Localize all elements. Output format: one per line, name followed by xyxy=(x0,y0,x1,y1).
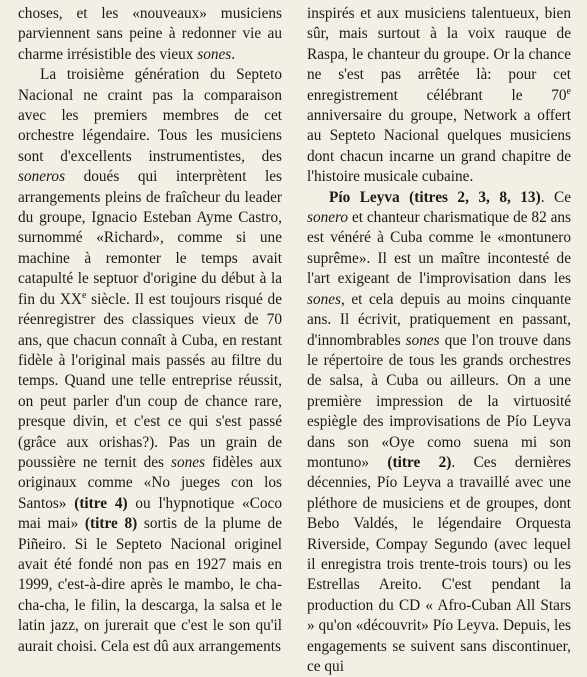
paragraph-pio-leyva xyxy=(307,188,571,677)
paragraph-continuation xyxy=(307,4,571,188)
paragraph-intro xyxy=(18,4,282,65)
paragraph-text: inspirés et aux musiciens talentueux, bien sûr, mais surtout à la voix rauque de Raspa, le chanteur du groupe. Or la chance ne s'est pas arrêtée là: pour cet enregistrement célébrant le 70 xyxy=(307,5,571,104)
italic-term: sones xyxy=(405,331,440,349)
track-reference: (titre 4) xyxy=(74,494,128,512)
italic-term: soneros xyxy=(18,168,66,186)
paragraph-third-generation xyxy=(18,65,282,657)
paragraph-text: et chanteur charismatique de 82 ans est vénéré à Cuba comme le «montunero suprême». Il est un maître incontesté de l'art exigeant de l'improvisation dans les xyxy=(307,209,571,288)
italic-term: sones xyxy=(171,453,206,471)
paragraph-text: . Ce xyxy=(540,188,571,206)
paragraph-text: . xyxy=(231,45,236,63)
left-column xyxy=(18,4,282,657)
paragraph-text: ou l'hypnotique «Coco mai mai» xyxy=(18,494,282,533)
paragraph-text: doués qui interprètent les arrangements pleins de fraîcheur du leader du groupe, Ignacio Esteban Ayme Castro, surnommé «Richard», comme si une machine à remonter le temps avait catapulté le septuor d'origine du début à la fin du XX xyxy=(18,168,282,308)
paragraph-text: sortis de la plume de Piñeiro. Si le Septeto Nacional originel avait été fondé non pas en 1927 mais en 1999, c'est-à-dire après le mambo, le cha-cha-cha, le filin, la descarga, la salsa et le latin jazz, on jurerait que c'est le son qu'il aurait choisi. Cela est dû aux arrangements xyxy=(18,515,282,655)
paragraph-text: fidèles aux originaux comme «No jueges con los Santos» xyxy=(18,453,282,512)
section-heading: Pío Leyva (titres 2, 3, 8, 13) xyxy=(329,188,541,206)
paragraph-text: que l'on trouve dans le répertoire de tous les grands orchestres de salsa, à Cuba ou ailleurs. On a une première impression de la virtuosité espiègle des improvisations de Pío Leyva dans son «Oye como suena mi son montuno» xyxy=(307,331,571,471)
superscript: e xyxy=(81,289,87,301)
superscript: e xyxy=(566,85,571,97)
paragraph-text: siècle. Il est toujours risqué de réenregistrer des classiques vieux de 70 ans, que chacun connaît à Cuba, en restant fidèle à l'original mais passés au filtre du temps. Quand une telle entreprise réussit, on peut parler d'un coup de chance rare, presque divin, et c'est ce qui s'est passé (grâce aux orishas?). Pas un grain de poussière ne ternit des xyxy=(18,290,282,471)
track-reference: (titre 2) xyxy=(387,453,452,471)
paragraph-text: La troisième génération du Septeto Nacional ne craint pas la comparaison avec les premiers membres de cet orchestre légendaire. Tous les musiciens sont d'excellents instrumentistes, des xyxy=(18,66,282,165)
paragraph-text: , et cela depuis au moins cinquante ans. Il écrivit, pratiquement en passant, d'innombrables xyxy=(307,290,571,349)
italic-term: sones xyxy=(197,45,232,63)
paragraph-text: choses, et les «nouveaux» musiciens parviennent sans peine à redonner vie au charme irrésistible des vieux xyxy=(18,5,282,63)
right-column xyxy=(307,4,571,677)
track-reference: (titre 8) xyxy=(84,515,138,533)
paragraph-text: anniversaire du groupe, Network a offert au Septeto Nacional quelques musiciens dont chacun incarne un grand chapitre de l'histoire musicale cubaine. xyxy=(307,107,571,186)
paragraph-text: . Ces dernières décennies, Pío Leyva a travaillé avec une pléthore de musiciens et de groupes, dont Bebo Valdés, le légendaire Orquesta Riverside, Compay Segundo (avec lequel il enregistra trois trente-trois tours) ou les Estrellas Areito. C'est pendant la production du CD « Afro-Cuban All Stars » qu'on «découvrit» Pío Leyva. Depuis, les engagements se suivent sans discontinuer, ce qui xyxy=(307,453,571,675)
italic-term: sonero xyxy=(307,209,349,227)
italic-term: sones xyxy=(307,290,341,308)
